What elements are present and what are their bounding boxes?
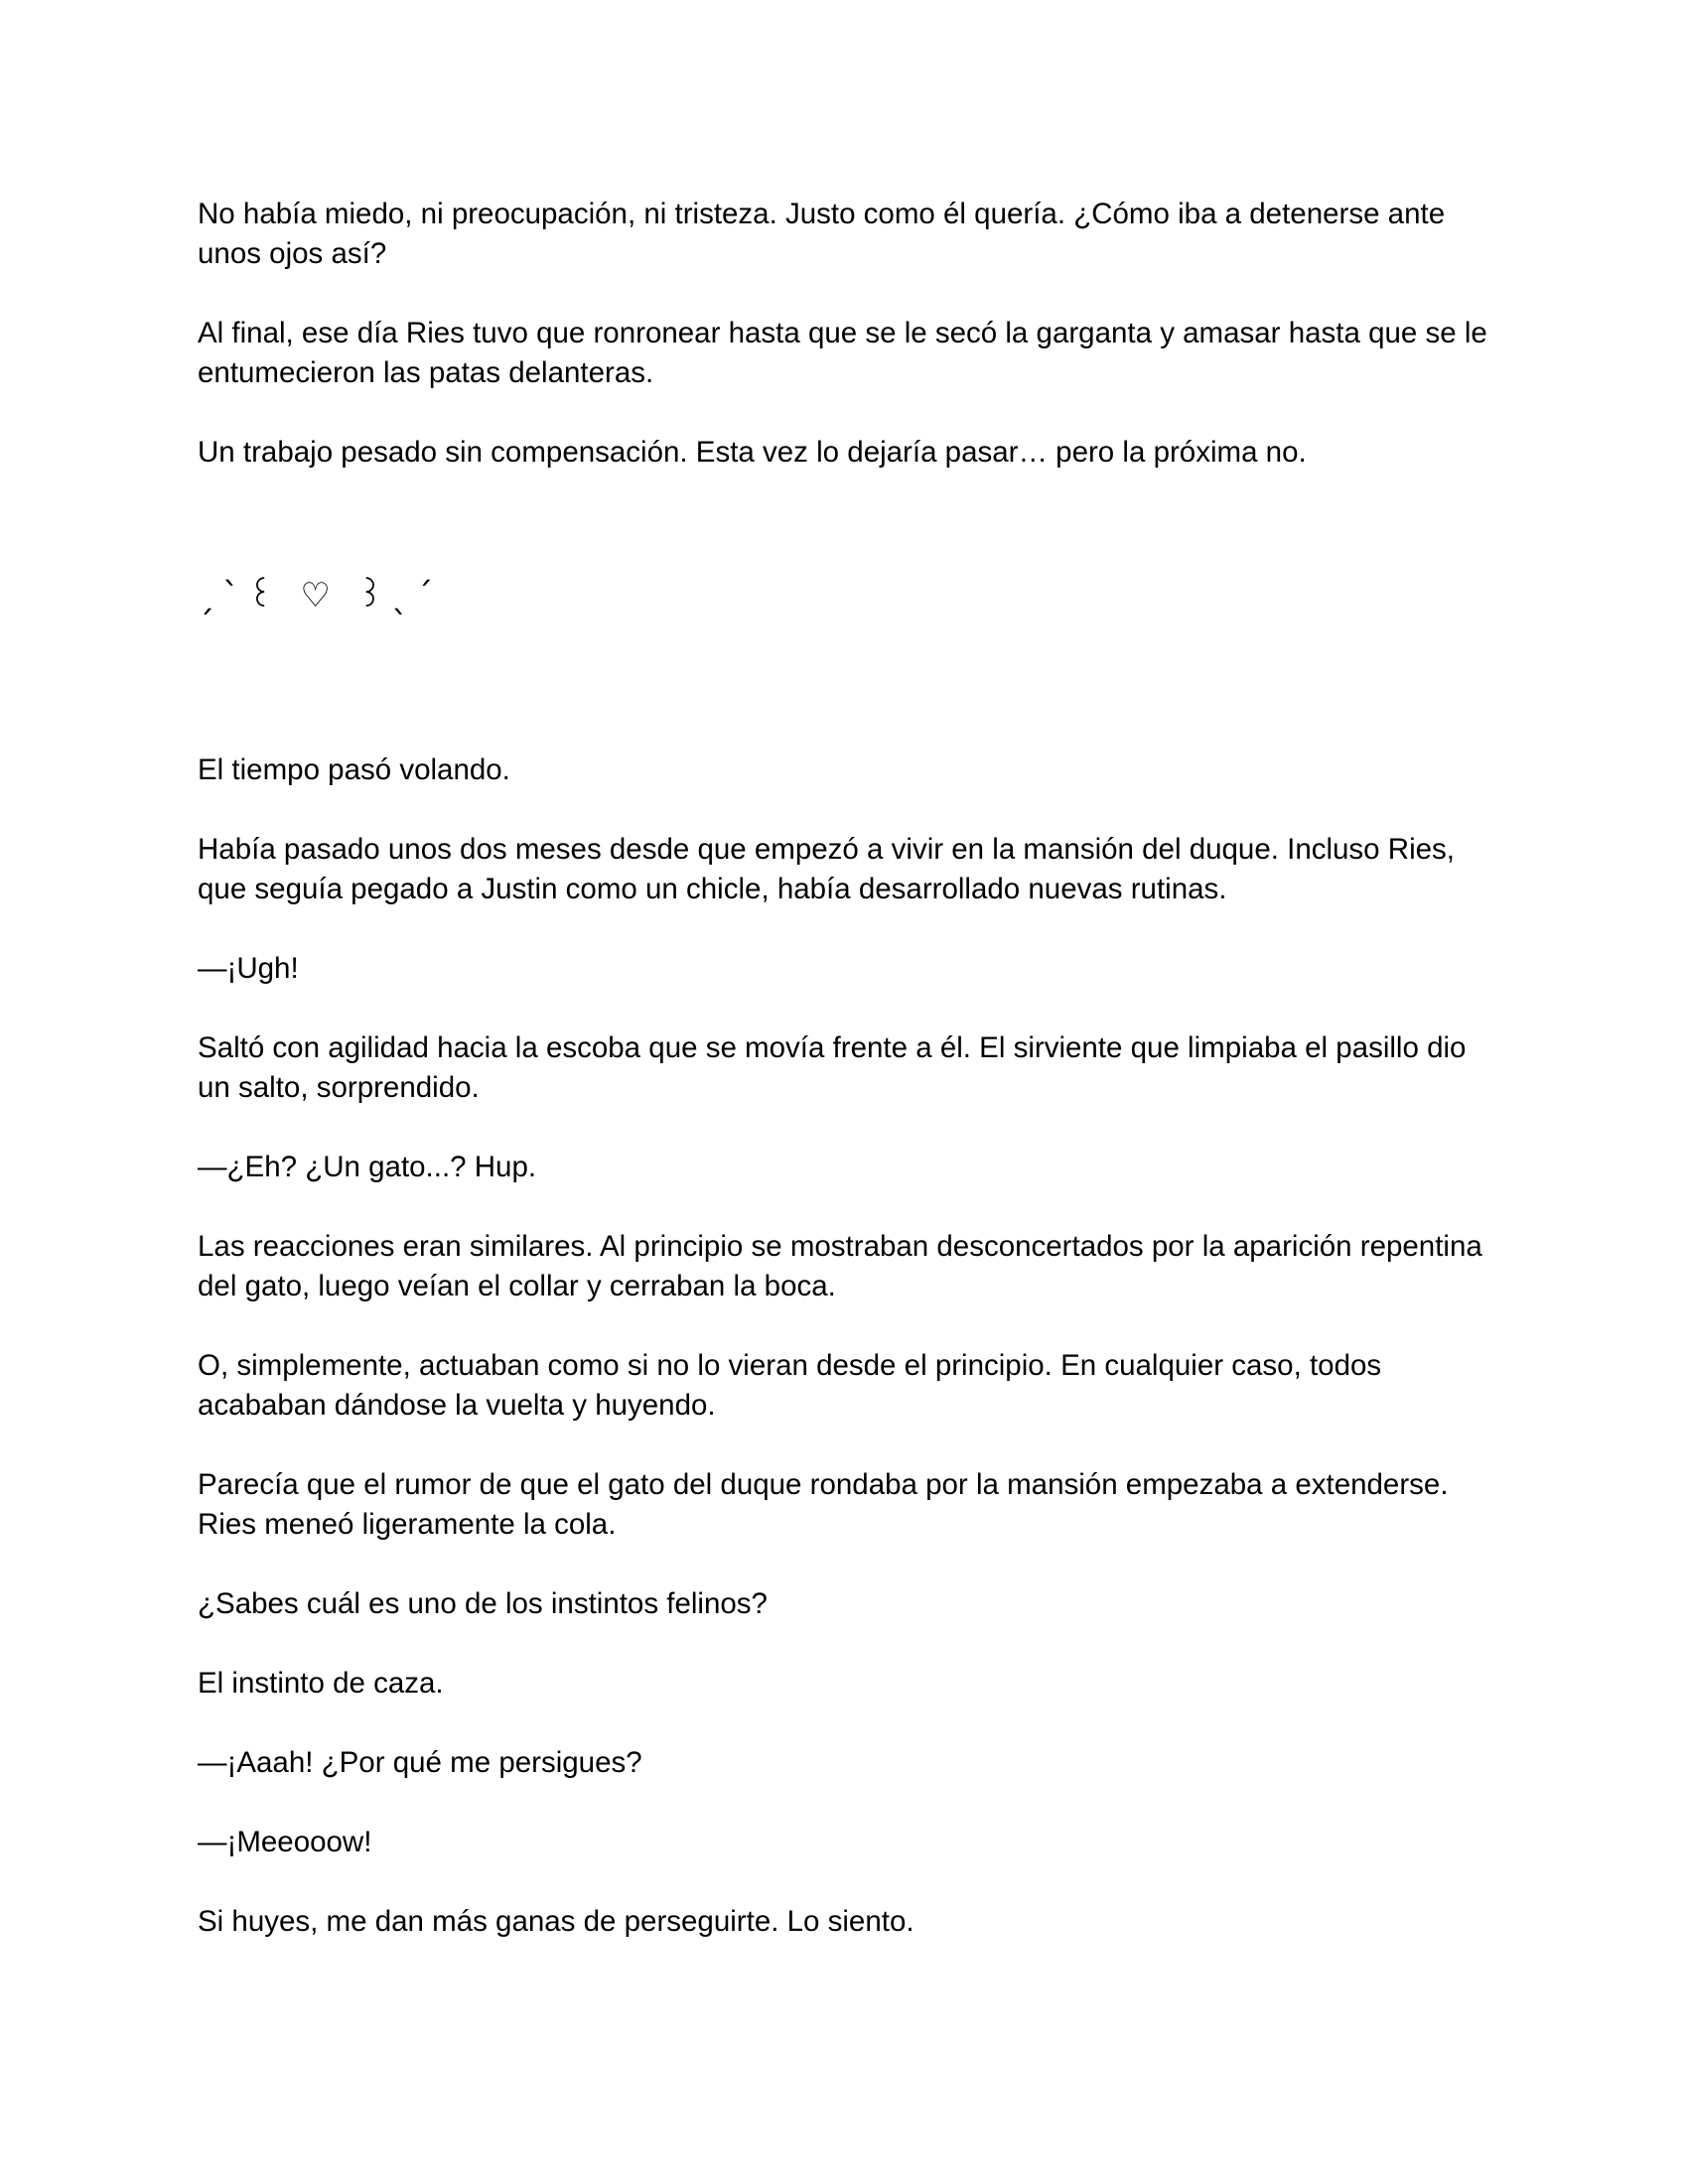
paragraph-12: Si huyes, me dan más ganas de perseguirte. Lo siento. [198,1905,914,1938]
paragraph-11: El instinto de caza. [198,1667,444,1700]
paragraph-7: Las reacciones eran similares. Al principio se mostraban desconcertados por la aparición repentina del gato, luego veían el collar y cerraban la boca. [198,1230,1482,1302]
paragraph-1: No había miedo, ni preocupación, ni tristeza. Justo como él quería. ¿Cómo iba a detenerse ante unos ojos así? [198,198,1446,270]
paragraph-8: O, simplemente, actuaban como si no lo vieran desde el principio. En cualquier caso, todos acababan dándose la vuelta y huyendo. [198,1349,1382,1422]
paragraph-9: Parecía que el rumor de que el gato del duque rondaba por la mansión empezaba a extenderse. Ries meneó ligeramente la cola. [198,1468,1449,1541]
paragraph-3: Un trabajo pesado sin compensación. Esta vez lo dejaría pasar… pero la próxima no. [198,436,1307,469]
dialogue-2: —¿Eh? ¿Un gato...? Hup. [198,1151,537,1183]
paragraph-5: Había pasado unos dos meses desde que empezó a vivir en la mansión del duque. Incluso Ries, que seguía pegado a Justin como un chicle, había desarrollado nuevas rutinas. [198,833,1455,905]
paragraph-6: Saltó con agilidad hacia la escoba que se movía frente a él. El sirviente que limpiaba el pasillo dio un salto, sorprendido. [198,1031,1467,1104]
paragraph-10: ¿Sabes cuál es uno de los instintos felinos? [198,1587,768,1620]
dialogue-4: —¡Meeooow! [198,1826,372,1858]
dialogue-1: —¡Ugh! [198,952,299,985]
paragraph-2: Al final, ese día Ries tuvo que ronronear hasta que se le secó la garganta y amasar hasta que se le entumecieron las patas delanteras. [198,317,1487,389]
section-separator-ornament: ˏˋ꒰ ♡ ꒱ˎˊ [198,576,442,615]
paragraph-4: El tiempo pasó volando. [198,753,510,786]
dialogue-3: —¡Aaah! ¿Por qué me persigues? [198,1746,642,1779]
